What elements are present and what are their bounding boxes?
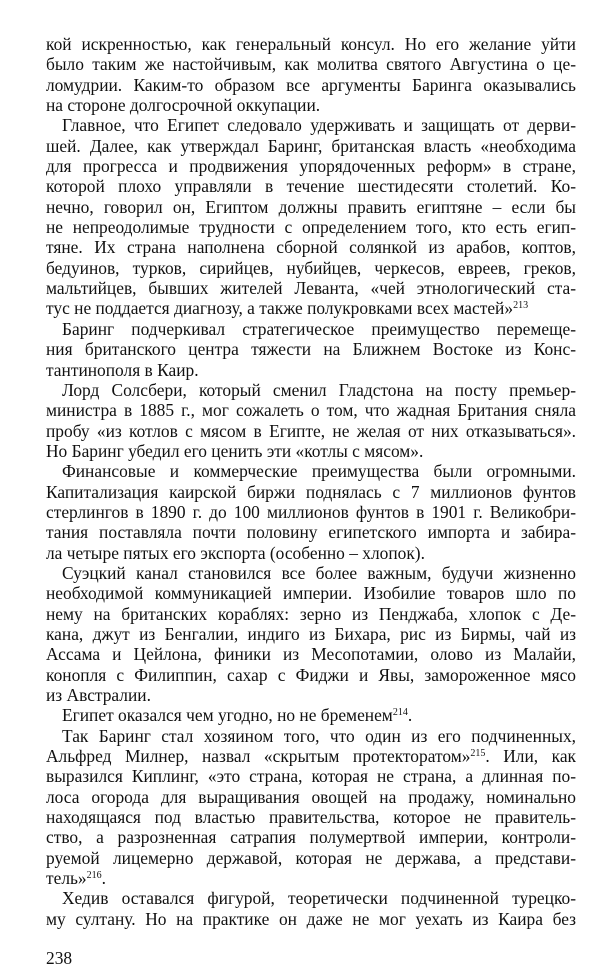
line-text: не непреодолимые трудности с определением того, кто есть егип-	[46, 217, 576, 238]
text-line	[46, 807, 576, 827]
line-text: необходимой коммуникацией империи. Изобилие товаров шло по	[46, 583, 576, 604]
line-text-after-note: . Или, как	[485, 746, 576, 767]
text-line	[46, 604, 576, 624]
line-text: тель»	[46, 868, 87, 889]
text-line	[46, 156, 576, 176]
text-line	[46, 95, 576, 115]
text-line	[46, 400, 576, 420]
line-text: Капитализация каирской биржи поднялась с 7 миллионов фунтов	[46, 481, 576, 502]
line-text: кой искренностью, как генеральный консул. Но его желание уйти	[46, 34, 576, 54]
line-text: пробу «из котлов с мясом в Египте, не желая от них отказываться».	[46, 420, 576, 441]
line-text: конопля с Филиппин, сахар с Фиджи и Явы, замороженное мясо	[46, 664, 576, 685]
line-text: нечно, говорил он, Египтом должны править египтяне – если бы	[46, 196, 576, 217]
line-text: лоса огорода для выращивания овощей на продажу, номинально	[46, 786, 576, 807]
text-line	[46, 298, 576, 318]
line-text: Финансовые и коммерческие преимущества были огромными.	[62, 461, 576, 482]
footnote-ref: 215	[470, 748, 486, 760]
line-text: Но Баринг убедил его ценить эти «котлы с мясом».	[46, 440, 424, 461]
line-text: му султану. Но на практике он даже не мог уехать из Каира без	[46, 908, 576, 929]
text-line	[46, 380, 576, 400]
line-text: Ассама и Цейлона, финики из Месопотамии, олово из Малайи,	[46, 644, 576, 665]
text-line	[46, 909, 576, 929]
line-text: шей. Далее, как утверждал Баринг, британская власть «необходима	[46, 135, 576, 156]
text-line	[46, 766, 576, 786]
text-line	[46, 827, 576, 847]
line-text: которой плохо управляли в течение шестидесяти столетий. Ко-	[46, 176, 576, 197]
line-text: мальтийцев, бывших жителей Леванта, «чей этнологический ста-	[46, 278, 576, 299]
line-text: руемой лицемерно державой, которая не держава, а представи-	[46, 847, 576, 868]
line-text: тантинополя в Каир.	[46, 359, 199, 380]
line-text: министра в 1885 г., мог сожалеть о том, что жадная Британия сняла	[46, 400, 576, 421]
text-line	[46, 665, 576, 685]
line-text-after-note: .	[407, 705, 413, 726]
line-text: из Австралии.	[46, 685, 151, 705]
text-line	[46, 482, 576, 502]
line-text: Баринг подчеркивал стратегическое преимущество перемеще-	[62, 318, 576, 339]
body-text	[46, 34, 576, 929]
line-text: тания поставляла почти половину египетского импорта и забира-	[46, 522, 576, 543]
text-line	[46, 868, 576, 888]
text-line	[46, 888, 576, 908]
line-text: Альфред Милнер, назвал «скрытым протекторатом»	[46, 746, 471, 767]
text-line	[46, 787, 576, 807]
line-text: на стороне долгосрочной оккупации.	[46, 95, 321, 116]
line-text: стерлингов в 1890 г. до 100 миллионов фунтов в 1901 г. Великобри-	[46, 501, 576, 522]
line-text: Лорд Солсбери, который сменил Гладстона на посту премьер-	[62, 379, 576, 400]
text-line	[46, 54, 576, 74]
text-line	[46, 115, 576, 135]
line-text: для прогресса и продвижения упорядоченных реформ» в стране,	[46, 156, 576, 177]
text-line	[46, 319, 576, 339]
text-line	[46, 421, 576, 441]
text-line	[46, 75, 576, 95]
text-line	[46, 237, 576, 257]
line-text: Хедив оставался фигурой, теоретически подчиненной турецко-	[62, 888, 576, 909]
text-line	[46, 746, 576, 766]
text-line	[46, 461, 576, 481]
text-line	[46, 543, 576, 563]
footnote-ref: 213	[513, 300, 529, 312]
text-line	[46, 644, 576, 664]
text-line	[46, 705, 576, 725]
text-line	[46, 441, 576, 461]
line-text: находящаяся под властью правительства, которое не правитель-	[46, 807, 576, 828]
line-text: Главное, что Египет следовало удерживать и защищать от дерви-	[62, 115, 576, 136]
line-text: ния британского центра тяжести на Ближнем Востоке из Конс-	[46, 339, 576, 360]
text-line	[46, 339, 576, 359]
text-line	[46, 176, 576, 196]
line-text: Египет оказался чем угодно, но не бременем	[62, 705, 393, 726]
text-line	[46, 522, 576, 542]
line-text-after-note: .	[101, 868, 106, 889]
line-text: кана, джут из Бенгалии, индиго из Бихара, рис из Бирмы, чай из	[46, 623, 576, 644]
line-text: ство, а разрозненная сатрапия полумертвой империи, контроли-	[46, 827, 576, 848]
text-line	[46, 197, 576, 217]
text-line	[46, 502, 576, 522]
text-line	[46, 685, 576, 705]
footnote-ref: 216	[86, 870, 102, 882]
line-text: ла четыре пятых его экспорта (особенно – хлопок).	[46, 542, 425, 563]
text-line	[46, 278, 576, 298]
text-line	[46, 583, 576, 603]
text-line	[46, 563, 576, 583]
footnote-ref: 214	[392, 707, 408, 719]
text-line	[46, 726, 576, 746]
line-text: Так Баринг стал хозяином того, что один из его подчиненных,	[62, 725, 576, 746]
text-line	[46, 258, 576, 278]
line-text: выразился Киплинг, «это страна, которая не страна, а длинная по-	[46, 766, 576, 787]
text-line	[46, 136, 576, 156]
text-line	[46, 624, 576, 644]
line-text: ломудрии. Каким-то образом все аргументы Баринга оказывались	[46, 74, 576, 95]
line-text: тяне. Их страна наполнена сборной солянкой из арабов, коптов,	[46, 237, 576, 258]
page-number: 238	[46, 948, 73, 968]
line-text: тус не поддается диагнозу, а также полукровками всех мастей»	[46, 298, 514, 319]
line-text: нему на британских кораблях: зерно из Пенджаба, хлопок с Де-	[46, 603, 576, 624]
text-line	[46, 217, 576, 237]
line-text: бедуинов, турков, сирийцев, нубийцев, черкесов, евреев, греков,	[46, 257, 576, 278]
line-text: Суэцкий канал становился все более важным, будучи жизненно	[62, 562, 576, 583]
text-line	[46, 360, 576, 380]
text-line	[46, 34, 576, 54]
text-line	[46, 848, 576, 868]
line-text: было таким же настойчивым, как молитва святого Августина о це-	[46, 54, 576, 75]
